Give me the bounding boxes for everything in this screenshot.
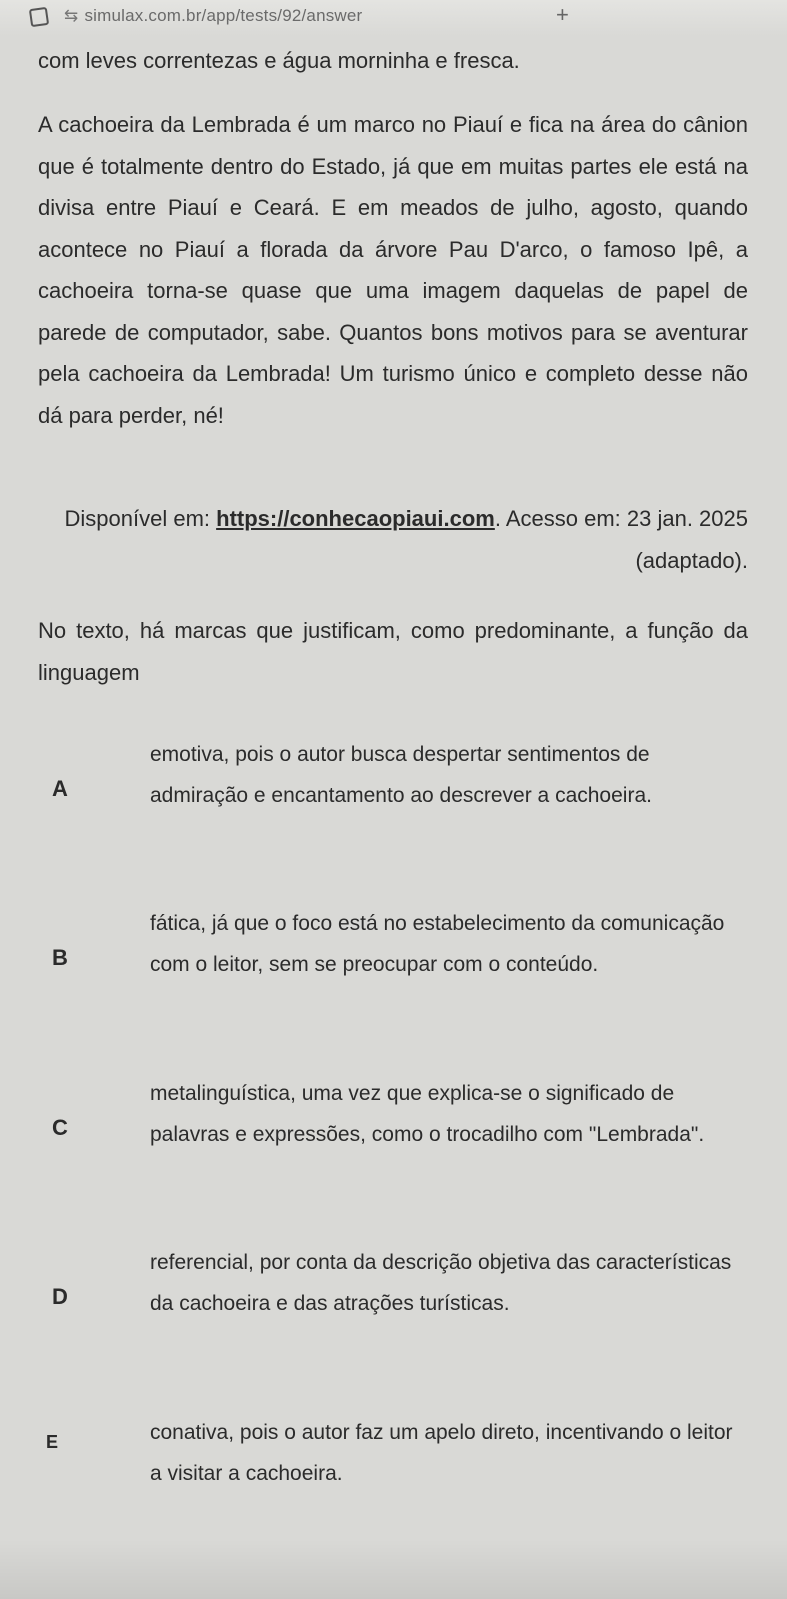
option-letter: C bbox=[52, 1115, 68, 1140]
question-prompt: No texto, há marcas que justificam, como predominante, a função da linguagem bbox=[38, 618, 748, 685]
option-text: metalinguística, uma vez que explica-se o significado de palavras e expressões, como o trocadilho com "Lembrada". bbox=[150, 1082, 705, 1146]
site-settings-icon[interactable]: ⇆ bbox=[64, 6, 79, 25]
passage-source bbox=[38, 498, 748, 581]
source-prefix: Disponível em: bbox=[64, 506, 217, 531]
question-page bbox=[0, 38, 787, 1599]
tab-switcher-icon[interactable] bbox=[29, 7, 49, 27]
option-e[interactable] bbox=[46, 1412, 738, 1494]
option-letter: B bbox=[52, 945, 68, 970]
option-d[interactable] bbox=[52, 1242, 738, 1324]
source-link[interactable]: https://conhecaopiaui.com bbox=[216, 506, 495, 531]
source-suffix: . Acesso em: 23 jan. 2025 (adaptado). bbox=[494, 506, 748, 573]
option-letter: E bbox=[46, 1432, 59, 1452]
bottom-shadow bbox=[0, 1539, 787, 1599]
option-text: referencial, por conta da descrição objetiva das características da cachoeira e das atrações turísticas. bbox=[150, 1251, 732, 1315]
option-a[interactable] bbox=[52, 734, 738, 816]
option-text: fática, já que o foco está no estabelecimento da comunicação com o leitor, sem se preocupar com o conteúdo. bbox=[150, 912, 725, 976]
option-text: emotiva, pois o autor busca despertar sentimentos de admiração e encantamento ao descrever a cachoeira. bbox=[150, 743, 652, 807]
option-b[interactable] bbox=[52, 903, 738, 985]
browser-top-bar bbox=[0, 0, 787, 36]
option-c[interactable] bbox=[52, 1073, 738, 1155]
option-letter: A bbox=[52, 776, 68, 801]
new-tab-icon[interactable]: + bbox=[556, 2, 569, 27]
passage-paragraph-1: com leves correntezas e água morninha e fresca. bbox=[38, 48, 520, 73]
option-text: conativa, pois o autor faz um apelo direto, incentivando o leitor a visitar a cachoeira. bbox=[150, 1421, 733, 1485]
url-text[interactable]: simulax.com.br/app/tests/92/answer bbox=[84, 6, 363, 25]
address-bar[interactable] bbox=[64, 6, 362, 26]
option-letter: D bbox=[52, 1284, 68, 1309]
passage-paragraph-2: A cachoeira da Lembrada é um marco no Piauí e fica na área do cânion que é totalmente dentro do Estado, já que em muitas partes ele está na divisa entre Piauí e Ceará. E em meados de julho, agosto, quando acontece no Piauí a florada da árvore Pau D'arco, o famoso Ipê, a cachoeira torna-se quase que uma imagem daquelas de papel de parede de computador, sabe. Quantos bons motivos para se aventurar pela cachoeira da Lembrada! Um turismo único e completo desse não dá para perder, né! bbox=[38, 112, 748, 428]
